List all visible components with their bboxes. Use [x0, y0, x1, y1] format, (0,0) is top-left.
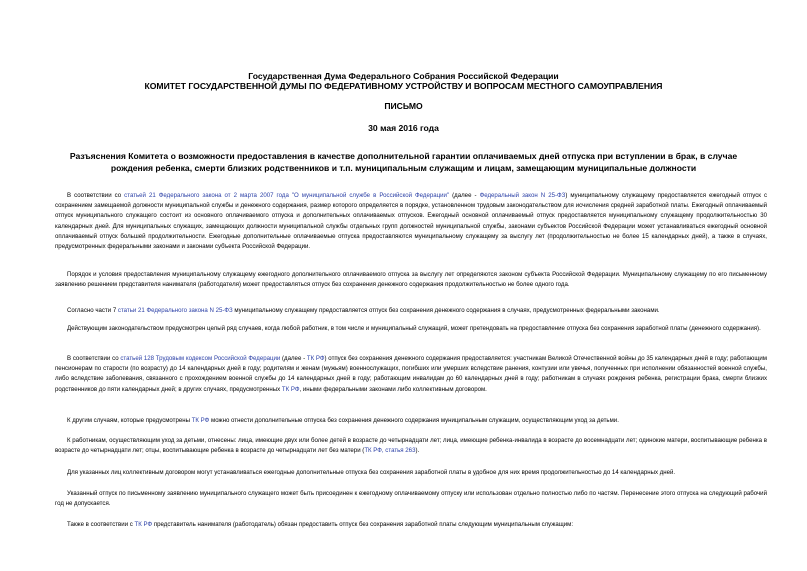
document-date: 30 мая 2016 года — [368, 123, 439, 133]
link-article-128-labor-code[interactable]: статьей 128 Трудовым кодексом Российской Федерации — [120, 355, 281, 362]
paragraph-9: Указанный отпуск по письменному заявлению муниципального служащего может быть присоединен к ежегодному оплачиваемому отпуску или использован отдельно полностью либо по частям. Перенесение этого отпуска на следующий рабочий год не допускается. — [55, 490, 767, 508]
issuer-name: Государственная Дума Федерального Собрания Российской Федерации — [248, 71, 559, 81]
link-labor-code-article-263[interactable]: ТК РФ, статья 263 — [364, 447, 416, 455]
document-type: ПИСЬМО — [384, 101, 423, 111]
paragraph-8: Для указанных лиц коллективным договором могут устанавливаться ежегодные дополнительные отпуска без сохранения заработной платы в удобное для них время продолжительностью до 14 календарных дней. — [67, 469, 676, 476]
link-labor-code[interactable]: ТК РФ — [306, 355, 325, 362]
document-title: Разъяснения Комитета о возможности предоставления в качестве дополнительной гарантии оплачиваемых дней отпуска при вступлении в брак, в случае рождения ребенка, смерти близких родственников и т.п. муниципальным служащим и лицам, замещающим муниципальные должности — [69, 151, 738, 173]
link-labor-code-3[interactable]: ТК РФ — [191, 417, 210, 424]
paragraph-10: Также в соответствии с ТК РФ представитель нанимателя (работодатель) обязан предоставить отпуск без сохранения заработной платы следующим муниципальным служащим: — [67, 521, 574, 528]
paragraph-7: К работникам, осуществляющим уход за детьми, отнесены: лица, имеющие двух или более детей в возрасте до четырнадцати лет; лица, имеющие ребенка-инвалида в возрасте до восемнадцати лет; одинокие матери, воспитывающие ребенка в возрасте до четырнадцати лет; отцы, воспитывающие ребенка в возрасте до четырнадцати лет без матери (ТК РФ, статья 263). — [55, 437, 767, 455]
paragraph-1: В соответствии со статьей 21 Федерального закона от 2 марта 2007 года "О муниципальной службе в Российской Федерации" (далее - Федеральный закон N 25-ФЗ) муниципальному служащему предоставляется ежегодный отпуск с сохранением замещаемой должности муниципальной службы и денежного содержания, размер которого определяется в порядке, установленном трудовым законодательством для исчисления средней заработной платы. Ежегодный оплачиваемый отпуск муниципального служащего состоит из основного оплачиваемого отпуска и дополнительных оплачиваемых отпусков. Ежегодный основной оплачиваемый отпуск предоставляется муниципальному служащему продолжительностью 30 календарных дней. Для муниципальных служащих, замещающих должности муниципальной службы отдельных групп должностей муниципальной службы, законами субъектов Российской Федерации может устанавливаться ежегодный основной оплачиваемый отпуск большей продолжительности. Ежегодные дополнительные оплачиваемые отпуска предоставляются муниципальному служащему за выслугу лет (продолжительностью не более 15 календарных дней), а также в случаях, предусмотренных федеральными законами и законами субъекта Российской Федерации. — [55, 192, 767, 251]
paragraph-4: Действующим законодательством предусмотрен целый ряд случаев, когда любой работник, в том числе и муниципальный служащий, может претендовать на предоставление отпуска без сохранения заработной платы (денежного содержания). — [67, 325, 761, 332]
link-labor-code-4[interactable]: ТК РФ — [134, 521, 153, 528]
paragraph-6: К другим случаям, которые предусмотрены ТК РФ можно отнести дополнительные отпуска без сохранения денежного содержания муниципальным служащим, осуществляющим уход за детьми. — [67, 417, 619, 424]
paragraph-5: В соответствии со статьей 128 Трудовым кодексом Российской Федерации (далее - ТК РФ) отпуск без сохранения денежного содержания предоставляется: участникам Великой Отечественной войны до 35 календарных дней в году; работающим пенсионерам по старости (по возрасту) до 14 календарных дней в году; родителям и женам (мужьям) военнослужащих, погибших или умерших вследствие ранения, контузии или увечья, полученных при исполнении обязанностей военной службы, либо вследствие заболевания, связанного с прохождением военной службы до 14 календарных дней в году; работающим инвалидам до 60 календарных дней в году; работникам в случаях рождения ребенка, регистрации брака, смерти близких родственников до пяти календарных дней; в других случаях, предусмотренных ТК РФ, иными федеральными законами либо коллективным договором. — [55, 355, 767, 393]
committee-name: КОМИТЕТ ГОСУДАРСТВЕННОЙ ДУМЫ ПО ФЕДЕРАТИВНОМУ УСТРОЙСТВУ И ВОПРОСАМ МЕСТНОГО САМОУПРАВЛЕНИЯ — [144, 81, 663, 91]
paragraph-3: Согласно части 7 статьи 21 Федерального закона N 25-ФЗ муниципальному служащему предоставляется отпуск без сохранения денежного содержания в случаях, предусмотренных федеральными законами. — [67, 307, 660, 314]
link-federal-law-25[interactable]: Федеральный закон N 25-ФЗ — [479, 192, 566, 199]
paragraph-2: Порядок и условия предоставления муниципальному служащему ежегодного дополнительного оплачиваемого отпуска за выслугу лет определяются законом субъекта Российской Федерации. Муниципальному служащему по его письменному заявлению решением представителя нанимателя (работодателя) может предоставляться отпуск без сохранения денежного содержания продолжительностью не более одного года. — [55, 271, 767, 289]
link-article-21-law[interactable]: статьей 21 Федерального закона от 2 марта 2007 года "О муниципальной службе в Российской Федерации" — [124, 192, 450, 199]
link-article-21-25fz[interactable]: статьи 21 Федерального закона N 25-ФЗ — [117, 307, 233, 314]
link-labor-code-2[interactable]: ТК РФ — [281, 385, 300, 393]
